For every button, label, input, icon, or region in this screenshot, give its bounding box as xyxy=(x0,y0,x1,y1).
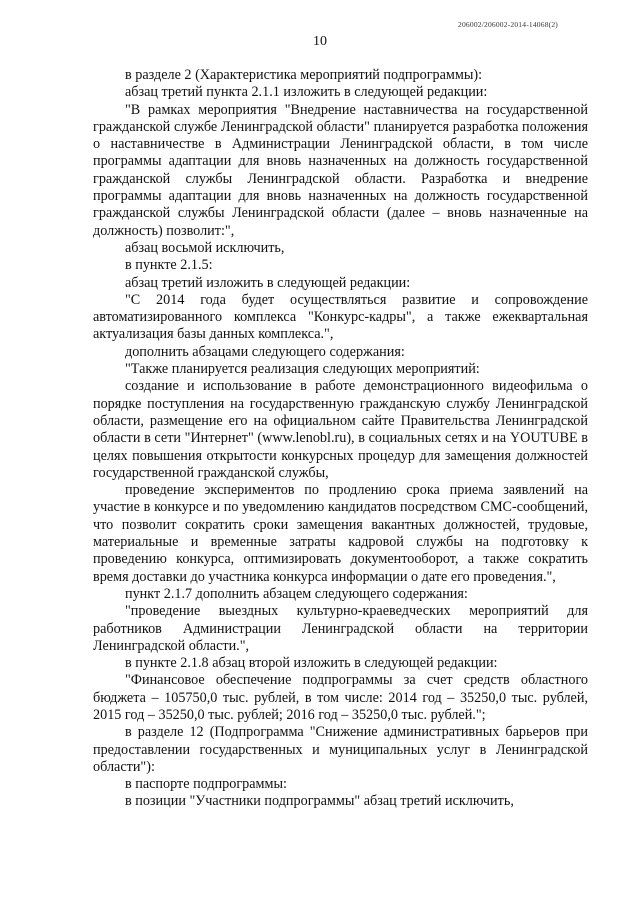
paragraph: в позиции "Участники подпрограммы" абзац третий исключить, xyxy=(125,793,514,810)
paragraph: абзац третий пункта 2.1.1 изложить в следующей редакции: xyxy=(125,84,488,101)
document-body xyxy=(93,67,588,811)
paragraph: "С 2014 года будет осуществляться развитие и сопровождение автоматизированного комплекса "Конкурс-кадры", а также ежеквартальная актуализация базы данных комплекса.", xyxy=(93,291,588,343)
paragraph: дополнить абзацами следующего содержания: xyxy=(125,343,405,360)
paragraph: абзац восьмой исключить, xyxy=(125,239,285,256)
doc-id: 206002/206002-2014-14068(2) xyxy=(458,20,558,29)
paragraph: в разделе 2 (Характеристика мероприятий подпрограммы): xyxy=(125,67,483,83)
paragraph: пункт 2.1.7 дополнить абзацем следующего содержания: xyxy=(125,585,468,602)
paragraph: в пункте 2.1.8 абзац второй изложить в следующей редакции: xyxy=(125,655,498,672)
paragraph: абзац третий изложить в следующей редакции: xyxy=(125,274,411,291)
paragraph: "Также планируется реализация следующих мероприятий: xyxy=(125,361,480,378)
paragraph: проведение экспериментов по продлению срока приема заявлений на участие в конкурсе и по уведомлению кандидатов посредством СМС-сообщений, что позволит сократить сроки замещения вакантных должностей, трудовые, материальные и временные затраты кадровой службы на подготовку к проведению конкурса, оптимизировать документооборот, а также сократить время доставки до участника конкурса информации о дате его проведения.", xyxy=(93,482,588,585)
paragraph: в разделе 12 (Подпрограмма "Снижение административных барьеров при предоставлении государственных и муниципальных услуг в Ленинградской области"): xyxy=(93,724,588,775)
paragraph: в паспорте подпрограммы: xyxy=(125,776,287,793)
page-number: 10 xyxy=(313,34,327,49)
paragraph: в пункте 2.1.5: xyxy=(125,257,213,274)
paragraph: "проведение выездных культурно-краеведческих мероприятий для работников Администрации Ленинградской области на территории Ленинградской области.", xyxy=(93,603,588,654)
paragraph: "В рамках мероприятия "Внедрение наставничества на государственной гражданской службе Ленинградской области" планируется разработка положения о наставничестве в Администрации Ленинградской области, в том числе программы адаптации для вновь назначенных на должность государственной гражданской службы Ленинградской области. Разработка и внедрение программы адаптации для вновь назначенных на должность государственной гражданской службы Ленинградской области (далее – вновь назначенные на должность) позволит:", xyxy=(93,101,588,239)
paragraph: создание и использование в работе демонстрационного видеофильма о порядке поступления на государственную гражданскую службу Ленинградской области, размещение его на официальном сайте Правительства Ленинградской области в сети "Интернет" (www.lenobl.ru), в социальных сетях и на YOUTUBE в целях повышения открытости конкурсных процедур для замещения должностей государственной гражданской службы, xyxy=(93,378,588,481)
paragraph: "Финансовое обеспечение подпрограммы за счет средств областного бюджета – 105750,0 тыс. рублей, в том числе: 2014 год – 35250,0 тыс. рублей, 2015 год – 35250,0 тыс. рублей; 2016 год – 35250,0 тыс. рублей."; xyxy=(93,672,588,723)
